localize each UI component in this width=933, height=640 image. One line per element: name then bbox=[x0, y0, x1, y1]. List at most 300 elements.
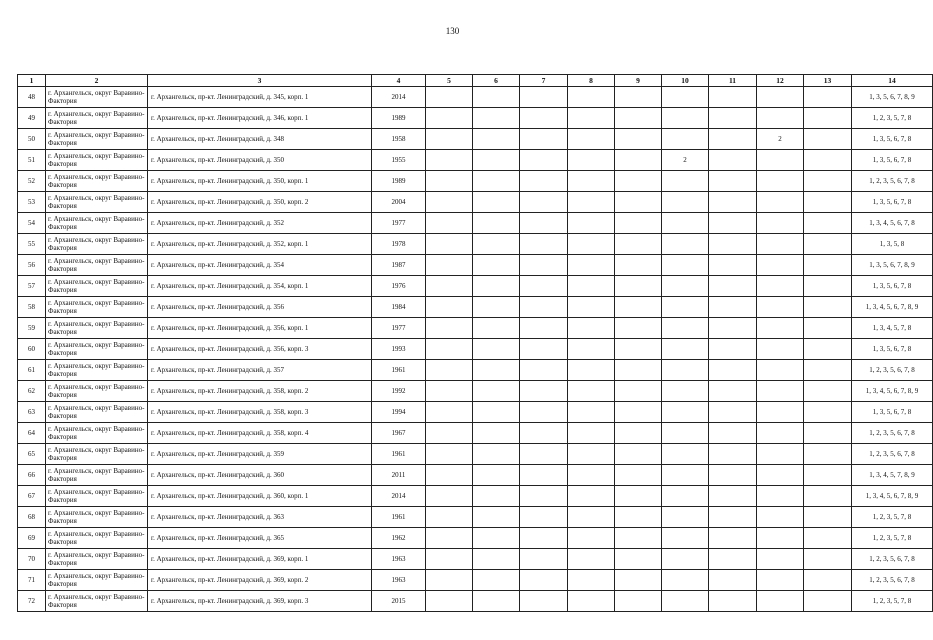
col12-cell bbox=[757, 402, 804, 423]
col7-cell bbox=[520, 150, 568, 171]
col11-cell bbox=[709, 507, 757, 528]
col6-cell bbox=[473, 255, 520, 276]
row-number: 50 bbox=[18, 129, 46, 150]
col13-cell bbox=[804, 297, 852, 318]
year-cell: 1962 bbox=[372, 528, 426, 549]
col7-cell bbox=[520, 444, 568, 465]
col9-cell bbox=[615, 255, 662, 276]
col6-cell bbox=[473, 150, 520, 171]
col13-cell bbox=[804, 108, 852, 129]
col6-cell bbox=[473, 87, 520, 108]
col12-cell bbox=[757, 318, 804, 339]
col10-cell bbox=[662, 171, 709, 192]
col11-cell bbox=[709, 465, 757, 486]
col8-cell bbox=[568, 570, 615, 591]
year-cell: 1993 bbox=[372, 339, 426, 360]
col10-cell bbox=[662, 192, 709, 213]
col12-cell bbox=[757, 528, 804, 549]
col12-cell bbox=[757, 549, 804, 570]
col6-cell bbox=[473, 360, 520, 381]
col8-cell bbox=[568, 423, 615, 444]
address-cell: г. Архангельск, пр-кт. Ленинградский, д. 352 bbox=[148, 213, 372, 234]
col8-cell bbox=[568, 486, 615, 507]
col5-cell bbox=[426, 486, 473, 507]
col13-cell bbox=[804, 213, 852, 234]
col12-cell bbox=[757, 423, 804, 444]
col13-cell bbox=[804, 129, 852, 150]
col7-cell bbox=[520, 171, 568, 192]
col8-cell bbox=[568, 360, 615, 381]
col7-cell bbox=[520, 108, 568, 129]
table-row bbox=[18, 381, 933, 402]
col14-cell: 1, 3, 5, 6, 7, 8 bbox=[852, 129, 933, 150]
col5-cell bbox=[426, 129, 473, 150]
col6-cell bbox=[473, 507, 520, 528]
col5-cell bbox=[426, 234, 473, 255]
address-cell: г. Архангельск, пр-кт. Ленинградский, д. 359 bbox=[148, 444, 372, 465]
column-header-6: 6 bbox=[473, 75, 520, 87]
row-number: 70 bbox=[18, 549, 46, 570]
year-cell: 2015 bbox=[372, 591, 426, 612]
row-number: 69 bbox=[18, 528, 46, 549]
table-row bbox=[18, 339, 933, 360]
year-cell: 1955 bbox=[372, 150, 426, 171]
col5-cell bbox=[426, 108, 473, 129]
col6-cell bbox=[473, 339, 520, 360]
column-header-14: 14 bbox=[852, 75, 933, 87]
column-header-1: 1 bbox=[18, 75, 46, 87]
col10-cell bbox=[662, 108, 709, 129]
table-row bbox=[18, 108, 933, 129]
col10-cell bbox=[662, 381, 709, 402]
col5-cell bbox=[426, 570, 473, 591]
col5-cell bbox=[426, 276, 473, 297]
district-cell: г. Архангельск, округ Варавино-Фактория bbox=[46, 171, 148, 192]
district-cell: г. Архангельск, округ Варавино-Фактория bbox=[46, 402, 148, 423]
col11-cell bbox=[709, 549, 757, 570]
col9-cell bbox=[615, 339, 662, 360]
column-header-2: 2 bbox=[46, 75, 148, 87]
table-header-row bbox=[18, 75, 933, 87]
col8-cell bbox=[568, 129, 615, 150]
table-row bbox=[18, 234, 933, 255]
col13-cell bbox=[804, 402, 852, 423]
column-header-5: 5 bbox=[426, 75, 473, 87]
table-row bbox=[18, 549, 933, 570]
col10-cell bbox=[662, 255, 709, 276]
address-cell: г. Архангельск, пр-кт. Ленинградский, д. 354 bbox=[148, 255, 372, 276]
address-cell: г. Архангельск, пр-кт. Ленинградский, д. 363 bbox=[148, 507, 372, 528]
col14-cell: 1, 3, 5, 6, 7, 8 bbox=[852, 339, 933, 360]
col6-cell bbox=[473, 549, 520, 570]
year-cell: 1989 bbox=[372, 171, 426, 192]
district-cell: г. Архангельск, округ Варавино-Фактория bbox=[46, 591, 148, 612]
col8-cell bbox=[568, 318, 615, 339]
year-cell: 1984 bbox=[372, 297, 426, 318]
col14-cell: 1, 3, 5, 6, 7, 8, 9 bbox=[852, 255, 933, 276]
table-row bbox=[18, 87, 933, 108]
col9-cell bbox=[615, 234, 662, 255]
col14-cell: 1, 3, 5, 6, 7, 8 bbox=[852, 192, 933, 213]
row-number: 68 bbox=[18, 507, 46, 528]
col11-cell bbox=[709, 87, 757, 108]
col7-cell bbox=[520, 465, 568, 486]
col8-cell bbox=[568, 255, 615, 276]
col6-cell bbox=[473, 402, 520, 423]
col8-cell bbox=[568, 213, 615, 234]
col7-cell bbox=[520, 318, 568, 339]
address-cell: г. Архангельск, пр-кт. Ленинградский, д. 360, корп. 1 bbox=[148, 486, 372, 507]
year-cell: 1961 bbox=[372, 360, 426, 381]
col12-cell bbox=[757, 381, 804, 402]
col10-cell bbox=[662, 213, 709, 234]
address-cell: г. Архангельск, пр-кт. Ленинградский, д. 358, корп. 3 bbox=[148, 402, 372, 423]
row-number: 72 bbox=[18, 591, 46, 612]
col5-cell bbox=[426, 423, 473, 444]
col13-cell bbox=[804, 339, 852, 360]
col6-cell bbox=[473, 528, 520, 549]
col6-cell bbox=[473, 486, 520, 507]
col5-cell bbox=[426, 360, 473, 381]
col5-cell bbox=[426, 528, 473, 549]
col13-cell bbox=[804, 465, 852, 486]
col10-cell bbox=[662, 402, 709, 423]
col14-cell: 1, 3, 5, 6, 7, 8 bbox=[852, 150, 933, 171]
col14-cell: 1, 2, 3, 5, 6, 7, 8 bbox=[852, 171, 933, 192]
col14-cell: 1, 3, 5, 6, 7, 8 bbox=[852, 276, 933, 297]
col9-cell bbox=[615, 486, 662, 507]
address-cell: г. Архангельск, пр-кт. Ленинградский, д. 354, корп. 1 bbox=[148, 276, 372, 297]
col9-cell bbox=[615, 549, 662, 570]
col8-cell bbox=[568, 171, 615, 192]
year-cell: 1958 bbox=[372, 129, 426, 150]
col12-cell bbox=[757, 339, 804, 360]
district-cell: г. Архангельск, округ Варавино-Фактория bbox=[46, 528, 148, 549]
col13-cell bbox=[804, 507, 852, 528]
district-cell: г. Архангельск, округ Варавино-Фактория bbox=[46, 150, 148, 171]
col6-cell bbox=[473, 129, 520, 150]
col9-cell bbox=[615, 465, 662, 486]
col10-cell bbox=[662, 360, 709, 381]
col7-cell bbox=[520, 381, 568, 402]
column-header-13: 13 bbox=[804, 75, 852, 87]
col14-cell: 1, 2, 3, 5, 6, 7, 8 bbox=[852, 444, 933, 465]
col5-cell bbox=[426, 192, 473, 213]
col14-cell: 1, 3, 4, 5, 7, 8 bbox=[852, 318, 933, 339]
col10-cell bbox=[662, 444, 709, 465]
col14-cell: 1, 3, 4, 5, 6, 7, 8, 9 bbox=[852, 486, 933, 507]
year-cell: 1963 bbox=[372, 549, 426, 570]
col8-cell bbox=[568, 339, 615, 360]
table-row bbox=[18, 129, 933, 150]
col6-cell bbox=[473, 213, 520, 234]
col14-cell: 1, 3, 4, 5, 7, 8, 9 bbox=[852, 465, 933, 486]
district-cell: г. Архангельск, округ Варавино-Фактория bbox=[46, 423, 148, 444]
col9-cell bbox=[615, 108, 662, 129]
col13-cell bbox=[804, 486, 852, 507]
col6-cell bbox=[473, 108, 520, 129]
col6-cell bbox=[473, 318, 520, 339]
column-header-4: 4 bbox=[372, 75, 426, 87]
col6-cell bbox=[473, 591, 520, 612]
col10-cell bbox=[662, 549, 709, 570]
district-cell: г. Архангельск, округ Варавино-Фактория bbox=[46, 360, 148, 381]
table-row bbox=[18, 213, 933, 234]
district-cell: г. Архангельск, округ Варавино-Фактория bbox=[46, 465, 148, 486]
district-cell: г. Архангельск, округ Варавино-Фактория bbox=[46, 108, 148, 129]
table-row bbox=[18, 276, 933, 297]
col12-cell bbox=[757, 87, 804, 108]
col12-cell bbox=[757, 213, 804, 234]
district-cell: г. Архангельск, округ Варавино-Фактория bbox=[46, 234, 148, 255]
year-cell: 1976 bbox=[372, 276, 426, 297]
col14-cell: 1, 3, 4, 5, 6, 7, 8, 9 bbox=[852, 297, 933, 318]
table-row bbox=[18, 486, 933, 507]
row-number: 64 bbox=[18, 423, 46, 444]
col14-cell: 1, 2, 3, 5, 6, 7, 8 bbox=[852, 423, 933, 444]
col9-cell bbox=[615, 276, 662, 297]
col11-cell bbox=[709, 108, 757, 129]
row-number: 58 bbox=[18, 297, 46, 318]
col11-cell bbox=[709, 486, 757, 507]
district-cell: г. Архангельск, округ Варавино-Фактория bbox=[46, 318, 148, 339]
col7-cell bbox=[520, 549, 568, 570]
col7-cell bbox=[520, 528, 568, 549]
col14-cell: 1, 2, 3, 5, 6, 7, 8 bbox=[852, 360, 933, 381]
col9-cell bbox=[615, 150, 662, 171]
row-number: 53 bbox=[18, 192, 46, 213]
col10-cell bbox=[662, 570, 709, 591]
col11-cell bbox=[709, 255, 757, 276]
table-row bbox=[18, 150, 933, 171]
address-cell: г. Архангельск, пр-кт. Ленинградский, д. 365 bbox=[148, 528, 372, 549]
row-number: 61 bbox=[18, 360, 46, 381]
col12-cell bbox=[757, 234, 804, 255]
col11-cell bbox=[709, 360, 757, 381]
table-row bbox=[18, 528, 933, 549]
col13-cell bbox=[804, 171, 852, 192]
col7-cell bbox=[520, 360, 568, 381]
col6-cell bbox=[473, 381, 520, 402]
col5-cell bbox=[426, 402, 473, 423]
row-number: 67 bbox=[18, 486, 46, 507]
col9-cell bbox=[615, 87, 662, 108]
col8-cell bbox=[568, 108, 615, 129]
col9-cell bbox=[615, 192, 662, 213]
col8-cell bbox=[568, 507, 615, 528]
col6-cell bbox=[473, 570, 520, 591]
col5-cell bbox=[426, 465, 473, 486]
col5-cell bbox=[426, 591, 473, 612]
col14-cell: 1, 2, 3, 5, 7, 8 bbox=[852, 591, 933, 612]
col9-cell bbox=[615, 213, 662, 234]
district-cell: г. Архангельск, округ Варавино-Фактория bbox=[46, 486, 148, 507]
col6-cell bbox=[473, 276, 520, 297]
col14-cell: 1, 2, 3, 5, 7, 8 bbox=[852, 108, 933, 129]
row-number: 60 bbox=[18, 339, 46, 360]
column-header-8: 8 bbox=[568, 75, 615, 87]
col13-cell bbox=[804, 192, 852, 213]
col9-cell bbox=[615, 528, 662, 549]
col6-cell bbox=[473, 444, 520, 465]
address-cell: г. Архангельск, пр-кт. Ленинградский, д. 358, корп. 4 bbox=[148, 423, 372, 444]
col14-cell: 1, 2, 3, 5, 6, 7, 8 bbox=[852, 549, 933, 570]
col10-cell bbox=[662, 129, 709, 150]
col14-cell: 1, 3, 4, 5, 6, 7, 8, 9 bbox=[852, 381, 933, 402]
address-cell: г. Архангельск, пр-кт. Ленинградский, д. 356 bbox=[148, 297, 372, 318]
col5-cell bbox=[426, 255, 473, 276]
row-number: 66 bbox=[18, 465, 46, 486]
col5-cell bbox=[426, 297, 473, 318]
col13-cell bbox=[804, 570, 852, 591]
address-cell: г. Архангельск, пр-кт. Ленинградский, д. 369, корп. 1 bbox=[148, 549, 372, 570]
year-cell: 1977 bbox=[372, 213, 426, 234]
table-row bbox=[18, 423, 933, 444]
col11-cell bbox=[709, 444, 757, 465]
col7-cell bbox=[520, 507, 568, 528]
row-number: 48 bbox=[18, 87, 46, 108]
col9-cell bbox=[615, 444, 662, 465]
col13-cell bbox=[804, 87, 852, 108]
address-cell: г. Архангельск, пр-кт. Ленинградский, д. 358, корп. 2 bbox=[148, 381, 372, 402]
col8-cell bbox=[568, 444, 615, 465]
page-number: 130 bbox=[445, 26, 460, 36]
col9-cell bbox=[615, 402, 662, 423]
col11-cell bbox=[709, 276, 757, 297]
year-cell: 1967 bbox=[372, 423, 426, 444]
col11-cell bbox=[709, 213, 757, 234]
district-cell: г. Архангельск, округ Варавино-Фактория bbox=[46, 129, 148, 150]
col12-cell bbox=[757, 150, 804, 171]
col5-cell bbox=[426, 549, 473, 570]
col11-cell bbox=[709, 129, 757, 150]
address-cell: г. Архангельск, пр-кт. Ленинградский, д. 348 bbox=[148, 129, 372, 150]
table-row bbox=[18, 297, 933, 318]
col14-cell: 1, 3, 5, 6, 7, 8 bbox=[852, 402, 933, 423]
col5-cell bbox=[426, 87, 473, 108]
col14-cell: 1, 3, 4, 5, 6, 7, 8 bbox=[852, 213, 933, 234]
table-row bbox=[18, 360, 933, 381]
district-cell: г. Архангельск, округ Варавино-Фактория bbox=[46, 276, 148, 297]
col9-cell bbox=[615, 129, 662, 150]
district-cell: г. Архангельск, округ Варавино-Фактория bbox=[46, 213, 148, 234]
row-number: 52 bbox=[18, 171, 46, 192]
col11-cell bbox=[709, 234, 757, 255]
row-number: 54 bbox=[18, 213, 46, 234]
col7-cell bbox=[520, 276, 568, 297]
col11-cell bbox=[709, 570, 757, 591]
row-number: 56 bbox=[18, 255, 46, 276]
table-row bbox=[18, 318, 933, 339]
table-row bbox=[18, 591, 933, 612]
data-table bbox=[17, 74, 933, 612]
district-cell: г. Архангельск, округ Варавино-Фактория bbox=[46, 444, 148, 465]
district-cell: г. Архангельск, округ Варавино-Фактория bbox=[46, 507, 148, 528]
col5-cell bbox=[426, 213, 473, 234]
row-number: 65 bbox=[18, 444, 46, 465]
col7-cell bbox=[520, 591, 568, 612]
column-header-10: 10 bbox=[662, 75, 709, 87]
col14-cell: 1, 3, 5, 6, 7, 8, 9 bbox=[852, 87, 933, 108]
year-cell: 1961 bbox=[372, 507, 426, 528]
col7-cell bbox=[520, 213, 568, 234]
col10-cell bbox=[662, 528, 709, 549]
address-cell: г. Архангельск, пр-кт. Ленинградский, д. 350, корп. 2 bbox=[148, 192, 372, 213]
col12-cell bbox=[757, 444, 804, 465]
table-row bbox=[18, 507, 933, 528]
col9-cell bbox=[615, 507, 662, 528]
col8-cell bbox=[568, 591, 615, 612]
col10-cell bbox=[662, 591, 709, 612]
address-cell: г. Архангельск, пр-кт. Ленинградский, д. 360 bbox=[148, 465, 372, 486]
col5-cell bbox=[426, 171, 473, 192]
address-cell: г. Архангельск, пр-кт. Ленинградский, д. 350, корп. 1 bbox=[148, 171, 372, 192]
row-number: 57 bbox=[18, 276, 46, 297]
col5-cell bbox=[426, 507, 473, 528]
col10-cell bbox=[662, 234, 709, 255]
col10-cell bbox=[662, 87, 709, 108]
col12-cell bbox=[757, 570, 804, 591]
col7-cell bbox=[520, 129, 568, 150]
year-cell: 2014 bbox=[372, 87, 426, 108]
col13-cell bbox=[804, 276, 852, 297]
col11-cell bbox=[709, 381, 757, 402]
col9-cell bbox=[615, 570, 662, 591]
col8-cell bbox=[568, 297, 615, 318]
address-cell: г. Архангельск, пр-кт. Ленинградский, д. 346, корп. 1 bbox=[148, 108, 372, 129]
col7-cell bbox=[520, 87, 568, 108]
address-cell: г. Архангельск, пр-кт. Ленинградский, д. 357 bbox=[148, 360, 372, 381]
col9-cell bbox=[615, 360, 662, 381]
year-cell: 1977 bbox=[372, 318, 426, 339]
col11-cell bbox=[709, 297, 757, 318]
col11-cell bbox=[709, 423, 757, 444]
year-cell: 1992 bbox=[372, 381, 426, 402]
year-cell: 2014 bbox=[372, 486, 426, 507]
col13-cell bbox=[804, 150, 852, 171]
col12-cell bbox=[757, 486, 804, 507]
row-number: 55 bbox=[18, 234, 46, 255]
col13-cell bbox=[804, 234, 852, 255]
col7-cell bbox=[520, 234, 568, 255]
col13-cell bbox=[804, 381, 852, 402]
col13-cell bbox=[804, 444, 852, 465]
col11-cell bbox=[709, 192, 757, 213]
col9-cell bbox=[615, 381, 662, 402]
col9-cell bbox=[615, 318, 662, 339]
col9-cell bbox=[615, 171, 662, 192]
col5-cell bbox=[426, 339, 473, 360]
table-row bbox=[18, 192, 933, 213]
col7-cell bbox=[520, 570, 568, 591]
address-cell: г. Архангельск, пр-кт. Ленинградский, д. 369, корп. 2 bbox=[148, 570, 372, 591]
col8-cell bbox=[568, 234, 615, 255]
col12-cell bbox=[757, 276, 804, 297]
table-row bbox=[18, 570, 933, 591]
year-cell: 1994 bbox=[372, 402, 426, 423]
row-number: 49 bbox=[18, 108, 46, 129]
col8-cell bbox=[568, 402, 615, 423]
col12-cell bbox=[757, 465, 804, 486]
col12-cell bbox=[757, 255, 804, 276]
column-header-7: 7 bbox=[520, 75, 568, 87]
year-cell: 1978 bbox=[372, 234, 426, 255]
col11-cell bbox=[709, 318, 757, 339]
col12-cell bbox=[757, 360, 804, 381]
address-cell: г. Архангельск, пр-кт. Ленинградский, д. 356, корп. 1 bbox=[148, 318, 372, 339]
col13-cell bbox=[804, 255, 852, 276]
column-header-11: 11 bbox=[709, 75, 757, 87]
